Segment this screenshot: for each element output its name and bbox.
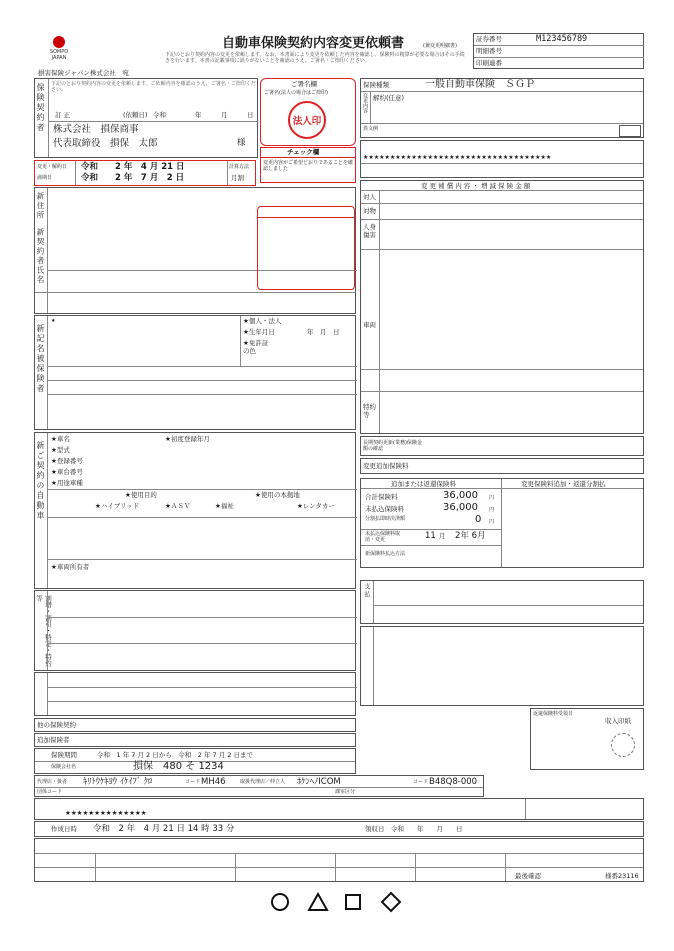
usage-label: ★用途車種	[51, 479, 83, 487]
add-premium-box	[360, 458, 644, 474]
fine-print: 下記のとおり契約内容の変更を依頼します。なお、本書面により変更を依頼した内容を確認し、保険料の精算が必要な場合はその手続きを行います。本書の記載事項に誤りがないことを確認のうえ、ご署名・ご捺印ください。	[165, 52, 465, 64]
detail-label: 明細番号	[476, 47, 502, 55]
square-mark-icon	[345, 894, 361, 910]
correction-month: 月	[221, 111, 228, 119]
chassis-label: ★車台番号	[51, 468, 83, 476]
unpaid-value: 36,000	[443, 502, 478, 513]
correction-date-label: (依頼日)	[123, 111, 148, 119]
stars-row-box	[360, 140, 644, 178]
bank-box	[360, 580, 644, 624]
license-label: ★免許証の色	[243, 339, 269, 355]
change-date-value[interactable]: 令和 2 年 4 月 21 日	[81, 162, 185, 172]
insurer-label: 保険会社名	[51, 764, 77, 770]
diamond-mark-icon	[380, 891, 402, 913]
discount-label: 割増・割引・特定・特約等	[35, 595, 52, 667]
calc-value: 月割	[231, 174, 244, 182]
logo-mark-icon	[53, 36, 65, 48]
created-label: 作成日時	[51, 825, 77, 833]
agent-label: 代理店・扱者	[37, 779, 68, 785]
new-seal-box[interactable]	[257, 206, 355, 290]
mid-contract-box	[360, 436, 644, 456]
agency-code-label: コード	[413, 779, 429, 785]
new-vehicle-box	[34, 432, 356, 589]
receipt-value: 令和 年 月 日	[391, 825, 463, 833]
calc-label: 計算方法	[229, 164, 250, 170]
unpaid-label: 未払込保険料	[365, 505, 404, 513]
object-label: 対物	[363, 207, 376, 215]
stamp-box	[530, 708, 644, 770]
change-date-label: 変更・解約日	[37, 164, 68, 170]
dates-box	[34, 160, 256, 186]
new-insured-box	[34, 315, 356, 430]
contractor-box	[34, 78, 258, 158]
add-premium-label: 変更追加保険料	[363, 462, 409, 470]
agent-code-label: コード	[185, 779, 201, 785]
contractor-honorific: 様	[237, 138, 246, 148]
refund-date: 2年 6月	[455, 531, 486, 541]
stars-footer-row	[34, 798, 644, 820]
installment-yen: 円	[489, 519, 495, 525]
correction-year: 年	[195, 111, 202, 119]
branch-code-label: 団体コード	[37, 789, 63, 795]
stamp-label: 収入印紙	[605, 717, 631, 725]
refund-label: 未払込保険料取消・変更	[365, 531, 401, 543]
discount-box	[34, 590, 356, 671]
created-row	[34, 821, 644, 837]
receipt-label: 領収日	[365, 825, 385, 833]
section-label: 課室区分	[335, 789, 356, 795]
birth-label: ★生年月日	[243, 328, 275, 336]
company-seal-text: 法人印	[292, 116, 322, 127]
installment-value: 0	[475, 514, 482, 525]
bottom-grid	[34, 838, 644, 882]
special-label: 特約等	[363, 403, 376, 419]
insurer-value: 損保 480 そ 1234	[133, 761, 224, 772]
correction-day: 日	[247, 111, 254, 119]
contractor-rep[interactable]: 代表取締役 損保 太郎	[53, 138, 158, 149]
purpose-label: ★使用目的	[125, 491, 157, 499]
policy-value[interactable]: M123456789	[536, 34, 588, 44]
agent-row	[34, 775, 484, 797]
contractor-side-label: 保険契約者	[36, 83, 45, 133]
correction-label: 訂 正	[55, 111, 71, 119]
agent-kana: ｷﾘﾄｳｹｷﾖｳ ｲｹｲﾌﾞ ｸﾛ	[83, 777, 153, 787]
expiry-date-value[interactable]: 令和 2 年 7 月 2 日	[81, 173, 185, 183]
other-contract-box	[34, 718, 356, 732]
insurance-type-value[interactable]: 一般自動車保険 ＳＧＰ	[425, 79, 535, 90]
other-label: 異文例	[363, 126, 379, 132]
insurance-type-label: 保険種類	[363, 81, 389, 89]
form-title-note: (兼変更明細書)	[423, 43, 457, 49]
check-title: チェック欄	[287, 148, 320, 156]
notes-box	[360, 626, 644, 706]
expiry-date-label: 満期日	[37, 175, 53, 181]
logo-text: SOMPO JAPAN	[49, 49, 69, 61]
first-reg-label: ★初度登録年月	[165, 435, 210, 443]
period-label: 保険期間	[51, 751, 77, 759]
total-value: 36,000	[443, 490, 478, 501]
mid-contract-label: 長期契約更新(業務)保険金額の確認	[363, 440, 422, 452]
change-header: 変 更 補 償 内 容 ・ 増 減 保 険 金 額	[421, 182, 531, 190]
change-content-label: 変更内容	[362, 93, 368, 113]
insured-star-1: ★	[51, 318, 56, 324]
agent-code-value: MH46	[201, 777, 226, 787]
premium-box	[360, 478, 644, 568]
new-address-box	[34, 187, 356, 314]
other-check-box[interactable]	[619, 125, 641, 137]
signature-note: ご署名(法人の場合はご捺印)	[264, 90, 328, 96]
injury-label: 人身傷害	[363, 223, 376, 239]
agency-value: ﾎｹﾝﾍﾉICOM	[297, 777, 341, 787]
other-contract-label: 他の保険契約	[37, 721, 76, 729]
welfare-label: ★福祉	[215, 502, 234, 510]
company-seal[interactable]	[288, 101, 326, 139]
new-insured-label: 新記名被保険者	[36, 324, 45, 394]
check-note: 変更内容がご希望どおりであることを確認しました	[263, 160, 354, 172]
premium-header-2: 変更保険料追加・返還分割払	[521, 480, 606, 488]
total-label: 合計保険料	[365, 493, 398, 501]
total-yen: 円	[489, 495, 495, 501]
address-notice-label: 追加保険者	[37, 736, 70, 744]
contractor-company[interactable]: 株式会社 損保商事	[53, 124, 139, 135]
birth-ymd: 年 月 日	[307, 328, 340, 336]
refund-section-label: 返還保険料受領日	[533, 711, 574, 717]
check-box	[260, 147, 356, 183]
signature-box	[260, 78, 356, 146]
stars-footer: ★★★★★★★★★★★★★★	[65, 809, 147, 817]
refund-month-unit: 月	[439, 532, 446, 540]
address-notice-box	[34, 733, 356, 747]
reg-no-label: ★登録番号	[51, 457, 83, 465]
owner-label: ★車両所有者	[51, 563, 90, 571]
premium-header: 追加または返還保険料	[391, 480, 456, 488]
period-row	[34, 748, 356, 774]
model-label: ★型式	[51, 446, 70, 454]
triangle-mark-icon	[307, 892, 329, 912]
agency-label: 取扱代理店／仲立人	[240, 779, 286, 785]
person-type-label: ★個人・法人	[243, 317, 282, 325]
print-label: 印刷連番	[476, 59, 502, 67]
stars-row: ★★★★★★★★★★★★★★★★★★★★★★★★★★★★★★★★★★★	[363, 155, 552, 161]
stars-box	[34, 672, 356, 716]
correction-era: 令和	[153, 111, 166, 119]
refund-month: 11	[425, 531, 436, 541]
bank-label: 支払	[363, 583, 370, 599]
car-name-label: ★車名	[51, 435, 70, 443]
new-vehicle-label: 新ご契約の自動車	[36, 441, 45, 521]
signature-title: ご署名欄	[291, 80, 317, 88]
code-footer: 様番23116	[605, 872, 639, 880]
form-title: 自動車保険契約内容変更依頼書	[222, 36, 405, 51]
insurance-type-box	[360, 78, 644, 138]
asv-label: ★ＡＳＶ	[165, 502, 191, 510]
contractor-fine-text: 下記のとおり契約内容の変更を依頼します。ご依頼内容を確認のうえ、ご署名・ご捺印ください。	[51, 81, 256, 93]
base-label: ★使用の本拠地	[255, 491, 300, 499]
payment-label: 新保険料払込方法	[365, 551, 406, 557]
contract-label: 解約(任意)	[373, 94, 405, 102]
person-label: 対人	[363, 193, 376, 201]
installment-label: 分割払即時決済額	[365, 516, 406, 522]
policy-box	[473, 33, 644, 69]
rental-label: ★レンタカー	[297, 502, 335, 510]
agency-code-value: B48Q8-000	[429, 777, 478, 787]
stamp-circle-icon	[611, 733, 635, 757]
new-name-label: 新契約者氏名	[36, 228, 45, 285]
final-mark: 最後確認	[515, 872, 541, 880]
circle-mark-icon	[271, 893, 289, 911]
company-logo	[40, 36, 78, 61]
addressee: 損害保険ジャパン株式会社 宛	[38, 69, 129, 77]
vehicle-label: 車両	[363, 321, 376, 329]
unpaid-yen: 円	[489, 507, 495, 513]
period-value: 令和 1 年 7 月 2 日から 令和 2 年 7 月 2 日まで	[97, 751, 253, 759]
policy-label: 証券番号	[476, 35, 502, 43]
hybrid-label: ★ハイブリッド	[95, 502, 140, 510]
new-address-label: 新住所	[36, 192, 45, 221]
change-coverage-box	[360, 180, 644, 434]
created-value: 令和 2 年 4 月 21 日 14 時 33 分	[93, 824, 235, 834]
